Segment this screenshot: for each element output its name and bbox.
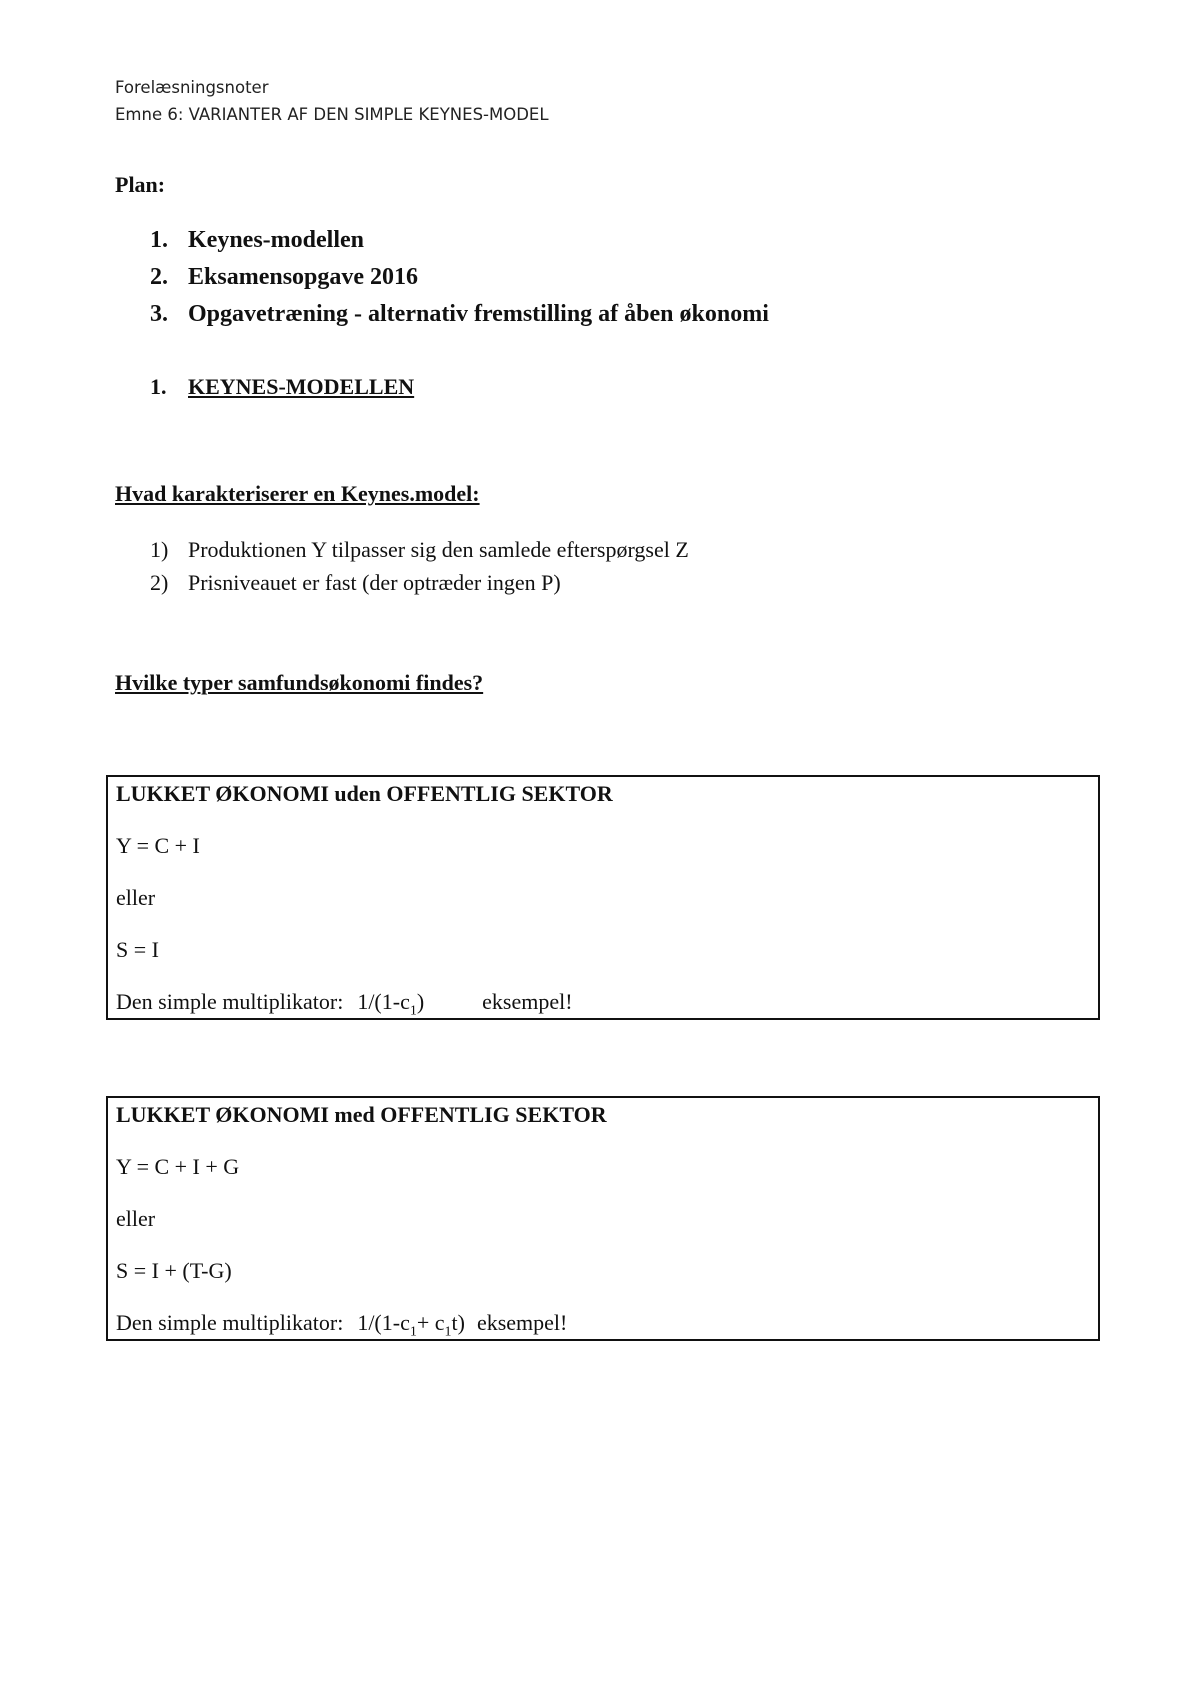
example-text: eksempel! [476,1310,568,1335]
or-text: eller [116,1206,156,1231]
multiplier-subscript: 1 [409,1003,417,1019]
question-heading-characteristics: Hvad karakteriserer en Keynes.model: [115,481,480,506]
multiplier-formula-middle: + c [416,1310,445,1335]
multiplier-subscript: 1 [444,1324,452,1340]
equation-identity: Y = C + I + G [116,1154,240,1179]
multiplier-formula-end: ) [416,989,425,1014]
list-item-text: Produktionen Y tilpasser sig den samlede efterspørgsel Z [188,537,689,562]
multiplier-subscript: 1 [409,1324,417,1340]
plan-label: Plan: [115,172,166,197]
multiplier-formula-end: t) [451,1310,465,1335]
section-title: KEYNES-MODELLEN [188,374,415,399]
equation-savings: S = I [116,937,159,962]
multiplier-formula [357,1310,465,1340]
or-text: eller [116,885,156,910]
list-item-text: Prisniveauet er fast (der optræder ingen P) [188,570,561,595]
multiplier-formula-start: 1/(1-c [357,989,410,1014]
plan-item-number: 3. [150,301,168,327]
characteristics-list [150,533,689,599]
multiplier-line [116,989,573,1019]
multiplier-label: Den simple multiplikator: [116,989,344,1014]
list-item-number: 2) [150,570,169,595]
example-text: eksempel! [482,989,573,1014]
box-title: LUKKET ØKONOMI uden OFFENTLIG SEKTOR [116,781,613,806]
question-heading-economy-types: Hvilke typer samfundsøkonomi findes? [115,670,484,695]
plan-item-text: Opgavetræning - alternativ fremstilling af åben økonomi [188,301,769,327]
plan-list [150,222,769,333]
header-topic-title: Emne 6: VARIANTER AF DEN SIMPLE KEYNES-MODEL [115,105,549,124]
closed-economy-no-public-sector-box [106,775,1100,1020]
page-header [115,74,549,128]
multiplier-formula [357,989,425,1019]
closed-economy-with-public-sector-box [106,1096,1100,1341]
plan-item [150,259,769,296]
equation-identity: Y = C + I [116,833,200,858]
section-heading [150,374,414,400]
box-title: LUKKET ØKONOMI med OFFENTLIG SEKTOR [116,1102,607,1127]
plan-item [150,222,769,259]
plan-item-text: Keynes-modellen [188,227,364,253]
list-item-number: 1) [150,537,169,562]
list-item [150,566,689,599]
plan-item-text: Eksamensopgave 2016 [188,264,419,290]
multiplier-formula-start: 1/(1-c [357,1310,410,1335]
section-number: 1. [150,374,167,399]
plan-item-number: 2. [150,264,168,290]
list-item [150,533,689,566]
plan-item-number: 1. [150,227,168,253]
multiplier-line [116,1310,567,1340]
plan-item [150,296,769,333]
header-course-label: Forelæsningsnoter [115,78,269,97]
equation-savings: S = I + (T-G) [116,1258,232,1283]
multiplier-label: Den simple multiplikator: [116,1310,344,1335]
